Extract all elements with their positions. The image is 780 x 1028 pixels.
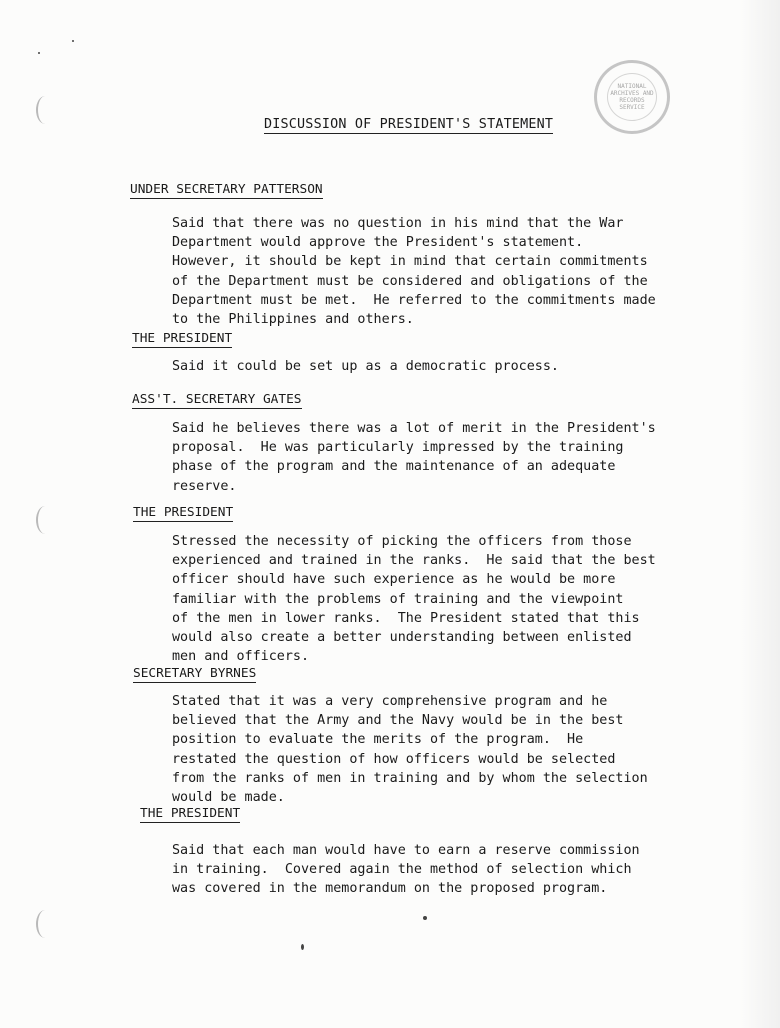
punch-hole-mark	[36, 910, 54, 938]
statement-paragraph: Said that each man would have to earn a reserve commission in training. Covered again the method of selection which was covered in the memorandum on the proposed program.	[172, 843, 640, 897]
archives-stamp-text: NATIONAL ARCHIVES AND RECORDS SERVICE	[610, 83, 654, 111]
page-edge-shadow	[740, 0, 780, 1028]
statement-paragraph: Said that there was no question in his mind that the War Department would approve the President's statement. However, it should be kept in mind that certain commitments of the Department must be considered and obligations of the Department must be met. He referred to the commitments made to the Philippines and others.	[172, 216, 656, 328]
speaker-heading: THE PRESIDENT	[133, 505, 234, 520]
statement-paragraph: Stressed the necessity of picking the officers from those experienced and trained in the ranks. He said that the best officer should have such experience as he would be more familiar with the problems of training and the viewpoint of the men in lower ranks. The President stated that this would also create a better understanding between enlisted men and officers.	[172, 534, 656, 665]
statement-paragraph: Said it could be set up as a democratic process.	[172, 359, 559, 374]
speaker-heading: ASS'T. SECRETARY GATES	[132, 392, 302, 407]
statement-paragraph: Stated that it was a very comprehensive program and he believed that the Army and the Navy would be in the best position to evaluate the merits of the program. He restated the question of how officers would be selected from the ranks of men in training and by whom the selection would be made.	[172, 694, 648, 806]
speaker-heading: THE PRESIDENT	[132, 331, 233, 346]
scan-speck	[301, 944, 304, 950]
speaker-heading: SECRETARY BYRNES	[133, 666, 257, 681]
scan-speck	[72, 40, 74, 42]
scan-speck	[423, 916, 427, 920]
document-title: DISCUSSION OF PRESIDENT'S STATEMENT	[264, 117, 554, 132]
speaker-heading: THE PRESIDENT	[140, 806, 241, 821]
punch-hole-mark	[36, 506, 54, 534]
punch-hole-mark	[36, 96, 54, 124]
speaker-heading: UNDER SECRETARY PATTERSON	[130, 182, 323, 197]
statement-paragraph: Said he believes there was a lot of merit in the President's proposal. He was particularly impressed by the training phase of the program and the maintenance of an adequate reserve.	[172, 421, 656, 494]
archives-stamp	[594, 60, 670, 134]
scan-speck	[38, 52, 40, 54]
